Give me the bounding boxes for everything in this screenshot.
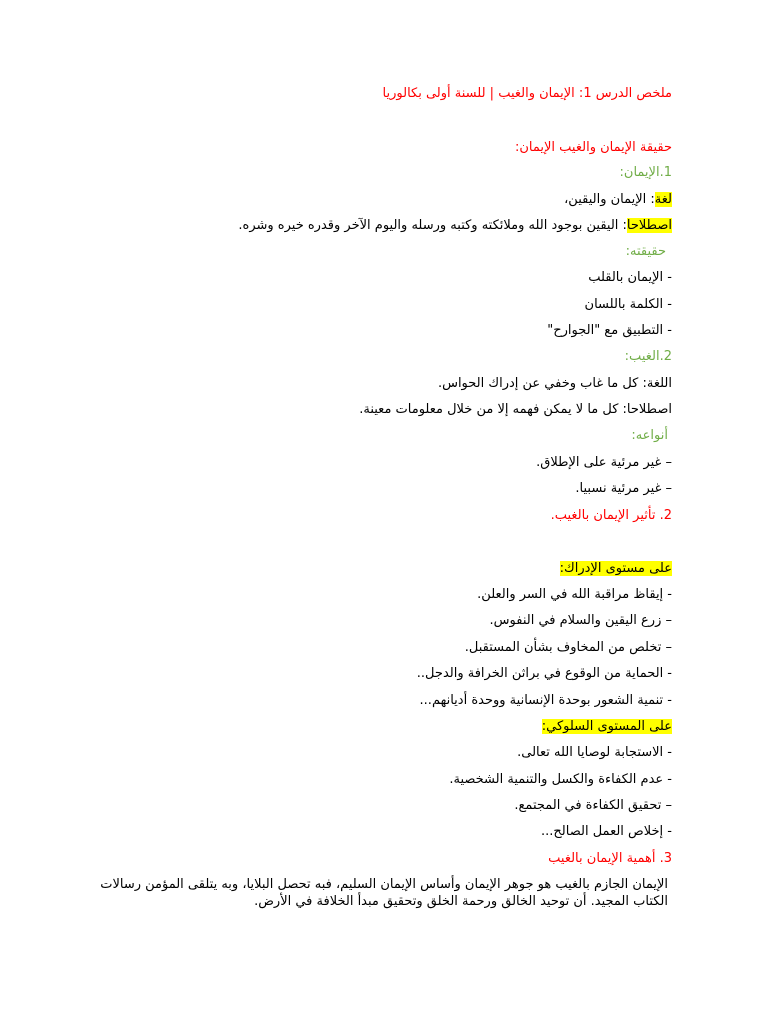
iman-istilah-label: اصطلاحا [626,218,672,233]
importance-paragraph: الإيمان الجازم بالغيب هو جوهر الإيمان وأساس الإيمان السليم، فبه تحصل البلايا، وبه يتلقى المؤمن رسالات الكتاب المجيد. أن توحيد الخالق ورحمة الخلق وتحقيق مبدأ الخلافة في الأرض. [100,877,668,909]
iman-heading: 1.الإيمان: [619,165,672,180]
document-title: ملخص الدرس 1: الإيمان والغيب | للسنة أولى بكالوريا [382,86,672,101]
iman-lugha-text: : الإيمان واليقين، [564,192,655,207]
behavior-item: – تحقيق الكفاءة في المجتمع. [514,798,672,813]
perception-item: – تخلص من المخاوف بشأن المستقبل. [464,640,672,655]
haqiqa-item: - التطبيق مع "الجوارح" [547,323,672,338]
ghayb-istilah: اصطلاحا: كل ما لا يمكن فهمه إلا من خلال معلومات معينة. [359,402,672,417]
importance-heading: 3. أهمية الإيمان بالغيب [548,851,672,866]
ghayb-heading: 2.الغيب: [624,349,672,364]
perception-item: – زرع اليقين والسلام في النفوس. [489,613,672,628]
perception-item: - إيقاظ مراقبة الله في السر والعلن. [477,587,672,602]
perception-item: - الحماية من الوقوع في براثن الخرافة والدجل.. [416,666,672,681]
iman-istilah-line [96,217,672,235]
ghayb-lugha: اللغة: كل ما غاب وخفي عن إدراك الحواس. [437,376,672,391]
type-item: – غير مرئية على الإطلاق. [536,455,672,470]
perception-item: - تنمية الشعور بوحدة الإنسانية ووحدة أديانهم... [419,693,672,708]
behavior-item: - عدم الكفاءة والكسل والتنمية الشخصية. [449,772,672,787]
behavior-item: - الاستجابة لوصايا الله تعالى. [517,745,672,760]
haqiqa-item: - الكلمة باللسان [584,297,672,312]
iman-lugha-label: لغة [654,192,672,207]
types-heading: أنواعه: [631,428,668,443]
document-page [96,0,672,1024]
type-item: – غير مرئية نسبيا. [575,481,672,496]
behavior-item: - إخلاص العمل الصالح... [541,824,672,839]
effect-heading: 2. تأثير الإيمان بالغيب. [550,508,672,523]
behavior-heading: على المستوى السلوكي: [541,719,672,734]
haqiqa-item: - الإيمان بالقلب [588,270,672,285]
iman-istilah-text: : اليقين بوجود الله وملائكته وكتبه ورسله واليوم الآخر وقدره خيره وشره. [238,218,627,233]
haqiqa-heading: حقيقته: [625,244,666,259]
iman-lugha-line [96,191,672,209]
perception-heading: على مستوى الإدراك: [559,561,672,576]
perception-heading-line [96,560,672,578]
section-main-heading: حقيقة الإيمان والغيب الإيمان: [514,140,672,155]
behavior-heading-line [96,718,672,736]
